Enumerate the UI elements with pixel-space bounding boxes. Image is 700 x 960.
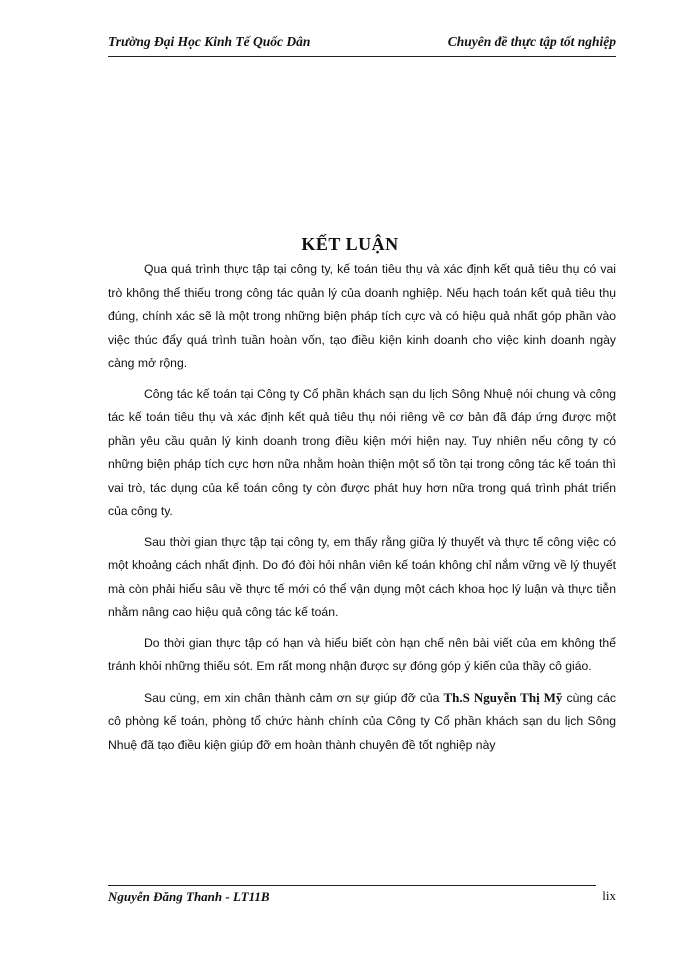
footer-divider [108, 885, 596, 886]
acknowledgement-text-end: cùng các cô phòng kế toán, phòng tổ chức hành chính của Công ty Cổ phần khách sạn du lịch Sông Nhuệ đã tạo điều kiện giúp đỡ em hoàn thành chuyên đề tốt nghiệp này [108, 690, 616, 752]
acknowledgement-paragraph [108, 686, 616, 758]
paragraph: Do thời gian thực tập có hạn và hiểu biết còn hạn chế nên bài viết của em không thể tránh khỏi những thiếu sót. Em rất mong nhận được sự đóng góp ý kiến của thầy cô giáo. [108, 635, 616, 673]
paragraph: Sau thời gian thực tập tại công ty, em thấy rằng giữa lý thuyết và thực tế công việc có một khoảng cách nhất định. Do đó đòi hỏi nhân viên kế toán không chỉ nắm vững về lý thuyết mà còn phải hiểu sâu về thực tế mới có thể vận dụng một cách khoa học lý luận và thực tiễn nhằm nâng cao hiệu quả công tác kế toán. [108, 534, 616, 619]
page-title: KẾT LUẬN [301, 234, 399, 254]
footer-author: Nguyễn Đăng Thanh - LT11B [108, 889, 270, 904]
page-header [108, 30, 616, 57]
header-document-type: Chuyên đề thực tập tốt nghiệp [447, 34, 616, 49]
paragraph: Qua quá trình thực tập tại công ty, kế toán tiêu thụ và xác định kết quả tiêu thụ có vai trò không thể thiếu trong công tác quản lý của doanh nghiệp. Nếu hạch toán kết quả tiêu thụ đúng, chính xác sẽ là một trong những biện pháp tích cực và có hiệu quả nhất góp phần vào việc thúc đẩy quá trình tuần hoàn vốn, tạo điều kiện kinh doanh cho việc kinh doanh ngày càng mở rộng. [108, 262, 616, 370]
acknowledgement-text-start: Sau cùng, em xin chân thành cảm ơn sự giúp đỡ của [144, 690, 444, 705]
page-number: lix [602, 888, 616, 903]
supervisor-name: Th.S Nguyễn Thị Mỹ [443, 689, 563, 705]
header-school-name: Trường Đại Học Kinh Tế Quốc Dân [108, 34, 311, 49]
paragraph: Công tác kế toán tại Công ty Cổ phần khách sạn du lịch Sông Nhuệ nói chung và công tác kế toán tiêu thụ và xác định kết quả tiêu thụ nói riêng về cơ bản đã đáp ứng được một phần yêu cầu quản lý kinh doanh trong điều kiện mới hiện nay. Tuy nhiên nếu công ty có những biện pháp tích cực hơn nữa nhằm hoàn thiện một số tồn tại trong công tác kế toán thì vai trò, tác dụng của kế toán công ty còn được phát huy hơn nữa trong quá trình phát triển của công ty. [108, 386, 616, 518]
document-body [108, 258, 616, 764]
